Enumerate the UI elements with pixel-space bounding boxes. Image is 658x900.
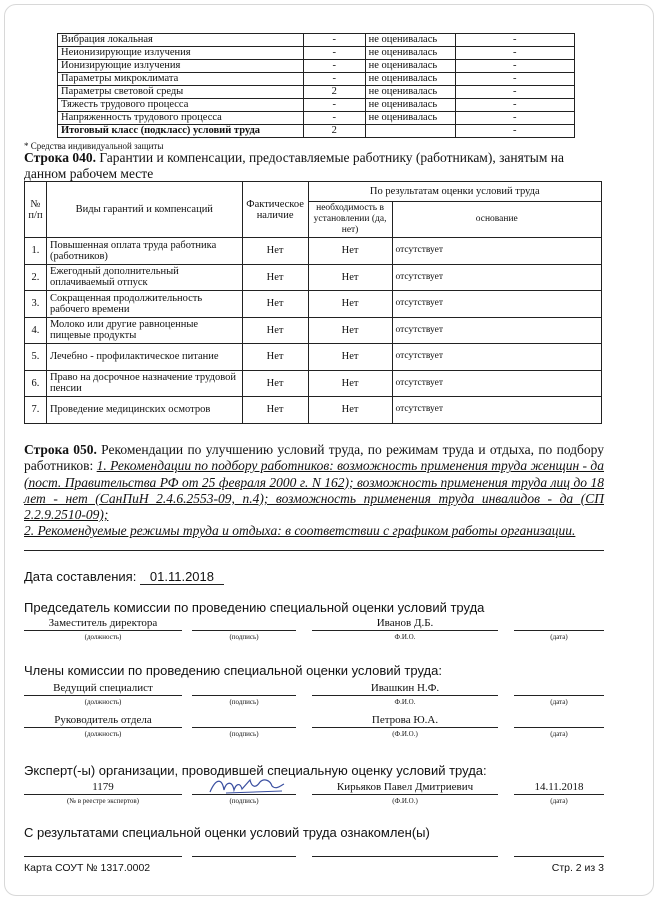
factor-row	[58, 86, 575, 99]
cap-reg: (№ в реестре экспертов)	[66, 797, 139, 805]
factor-row	[58, 34, 575, 47]
factor-class: 2	[303, 86, 365, 99]
factor-row	[58, 112, 575, 125]
factor-name: Тяжесть трудового процесса	[58, 99, 304, 112]
guarantee-row	[25, 291, 602, 318]
factor-ppe: -	[455, 47, 575, 60]
factor-class: -	[303, 34, 365, 47]
cap-date: (дата)	[550, 633, 568, 641]
col-basis-header: основание	[392, 202, 601, 238]
cap-fio: (Ф.И.О.)	[392, 730, 418, 738]
guarantee-name: Молоко или другие равноценные пищевые продукты	[46, 317, 242, 344]
sig-line	[192, 630, 296, 631]
factor-name: Параметры микроклимата	[58, 73, 304, 86]
chair-title: Председатель комиссии по проведению специальной оценки условий труда	[24, 600, 485, 615]
sig-line	[312, 630, 498, 631]
factor-eval: не оценивалась	[365, 99, 455, 112]
guarantee-need: Нет	[308, 238, 392, 265]
guarantee-name: Право на досрочное назначение трудовой пенсии	[46, 370, 242, 397]
sig-line	[514, 727, 604, 728]
factor-eval	[365, 125, 455, 138]
ack-title: С результатами специальной оценки условий труда ознакомлен(ы)	[24, 825, 430, 840]
guarantee-basis: отсутствует	[392, 291, 601, 318]
sig-line	[312, 794, 498, 795]
factor-eval: не оценивалась	[365, 60, 455, 73]
factor-ppe: -	[455, 86, 575, 99]
factor-row	[58, 125, 575, 138]
guarantee-basis: отсутствует	[392, 264, 601, 291]
guarantee-name: Проведение медицинских осмотров	[46, 397, 242, 424]
sig-line	[312, 695, 498, 696]
guarantee-basis: отсутствует	[392, 344, 601, 371]
guarantee-basis: отсутствует	[392, 370, 601, 397]
cap-sign: (подпись)	[229, 698, 259, 706]
factor-eval: не оценивалась	[365, 34, 455, 47]
factor-eval: не оценивалась	[365, 47, 455, 60]
factor-eval: не оценивалась	[365, 73, 455, 86]
factor-class: -	[303, 73, 365, 86]
footer-page: Стр. 2 из 3	[551, 862, 604, 874]
cap-fio: Ф.И.О.	[394, 633, 416, 641]
col-result-header: По результатам оценки условий труда	[308, 182, 601, 202]
guarantee-name: Ежегодный дополнительный оплачиваемый отпуск	[46, 264, 242, 291]
factor-row	[58, 60, 575, 73]
sig-line	[514, 630, 604, 631]
sig-line	[24, 695, 182, 696]
cap-fio: Ф.И.О.	[394, 698, 416, 706]
member-1-name: Ивашкин Н.Ф.	[370, 682, 440, 694]
expert-name: Кирьяков Павел Дмитриевич	[336, 781, 474, 793]
factor-name: Неионизирующие излучения	[58, 47, 304, 60]
factor-ppe: -	[455, 112, 575, 125]
row-num: 2.	[25, 264, 47, 291]
factor-eval: не оценивалась	[365, 86, 455, 99]
guarantee-basis: отсутствует	[392, 397, 601, 424]
chair-name: Иванов Д.Б.	[376, 617, 434, 629]
factor-ppe: -	[455, 60, 575, 73]
section-050-lead: Рекомендации по улучшению условий труда, по режимам труда и отдыха, по подбору работников:	[24, 442, 604, 474]
col-num-header: № п/п	[25, 182, 47, 238]
member-1-position: Ведущий специалист	[53, 682, 153, 694]
factor-name: Ионизирующие излучения	[58, 60, 304, 73]
guarantee-row	[25, 344, 602, 371]
guarantee-need: Нет	[308, 317, 392, 344]
recommendation-1: 1. Рекомендации по подбору работников: возможность применения труда женщин - да (пост. Правительства РФ от 25 февраля 2000 г. N 162); возможность применения труда лиц до 18 лет - нет (СанПиН 2.4.6.2553-09, п.4); возможность применения труда инвалидов - да (СП 2.2.9.2510-09);	[24, 458, 605, 523]
factor-ppe: -	[455, 99, 575, 112]
sig-line	[514, 695, 604, 696]
expert-title: Эксперт(-ы) организации, проводившей специальную оценку условий труда:	[24, 763, 487, 778]
cap-sign: (подпись)	[229, 797, 259, 805]
expert-reg: 1179	[92, 781, 114, 793]
date-row	[24, 569, 224, 585]
factor-class: -	[303, 99, 365, 112]
factor-name: Итоговый класс (подкласс) условий труда	[58, 125, 304, 138]
cap-date: (дата)	[550, 797, 568, 805]
sig-line	[312, 727, 498, 728]
guarantee-actual: Нет	[242, 397, 308, 424]
sig-line	[312, 856, 498, 857]
members-title: Члены комиссии по проведению специальной оценки условий труда:	[24, 663, 442, 678]
expert-date: 14.11.2018	[534, 781, 584, 793]
cap-date: (дата)	[550, 730, 568, 738]
col-type-header: Виды гарантий и компенсаций	[46, 182, 242, 238]
chair-position: Заместитель директора	[48, 617, 158, 629]
guarantee-need: Нет	[308, 370, 392, 397]
guarantee-actual: Нет	[242, 344, 308, 371]
factor-class: -	[303, 47, 365, 60]
section-040-label: Строка 040.	[24, 150, 96, 165]
factor-row	[58, 73, 575, 86]
guarantee-row	[25, 238, 602, 265]
guarantee-actual: Нет	[242, 317, 308, 344]
section-050-label: Строка 050.	[24, 442, 97, 457]
guarantee-basis: отсутствует	[392, 317, 601, 344]
recommendation-2: 2. Рекомендуемые режимы труда и отдыха: в соответствии с графиком работы организации.	[24, 523, 576, 539]
factor-class: -	[303, 112, 365, 125]
guarantee-row	[25, 397, 602, 424]
col-actual-header: Фактическое наличие	[242, 182, 308, 238]
cap-sign: (подпись)	[229, 633, 259, 641]
row-num: 1.	[25, 238, 47, 265]
guarantee-need: Нет	[308, 344, 392, 371]
cap-position: (должность)	[84, 698, 122, 706]
sig-line	[192, 727, 296, 728]
member-2-position: Руководитель отдела	[54, 714, 152, 726]
factor-name: Напряженность трудового процесса	[58, 112, 304, 125]
sig-line	[192, 856, 296, 857]
sig-line	[514, 794, 604, 795]
row-num: 3.	[25, 291, 47, 318]
member-2-name: Петрова Ю.А.	[371, 714, 439, 726]
cap-fio: (Ф.И.О.)	[392, 797, 418, 805]
cap-position: (должность)	[84, 730, 122, 738]
sig-line	[24, 727, 182, 728]
date-value: 01.11.2018	[140, 569, 224, 585]
guarantee-name: Повышенная оплата труда работника (работников)	[46, 238, 242, 265]
guarantee-name: Лечебно - профилактическое питание	[46, 344, 242, 371]
sig-line	[24, 794, 182, 795]
guarantee-actual: Нет	[242, 264, 308, 291]
row-num: 6.	[25, 370, 47, 397]
factor-eval: не оценивалась	[365, 112, 455, 125]
col-need-header: необходимость в установлении (да, нет)	[308, 202, 392, 238]
row-num: 5.	[25, 344, 47, 371]
footer-card: Карта СОУТ № 1317.0002	[24, 862, 151, 874]
factor-name: Параметры световой среды	[58, 86, 304, 99]
guarantee-row	[25, 264, 602, 291]
row-num: 7.	[25, 397, 47, 424]
row-num: 4.	[25, 317, 47, 344]
guarantee-need: Нет	[308, 264, 392, 291]
guarantee-actual: Нет	[242, 370, 308, 397]
section-050	[24, 442, 604, 540]
guarantees-table	[24, 181, 602, 424]
factor-ppe: -	[455, 34, 575, 47]
factor-ppe: -	[455, 125, 575, 138]
sig-line	[192, 794, 296, 795]
factor-ppe: -	[455, 73, 575, 86]
section-040-heading	[24, 150, 604, 182]
sig-line	[192, 695, 296, 696]
guarantee-row	[25, 370, 602, 397]
sig-line	[24, 630, 182, 631]
guarantee-row	[25, 317, 602, 344]
factor-name: Вибрация локальная	[58, 34, 304, 47]
cap-position: (должность)	[84, 633, 122, 641]
guarantee-basis: отсутствует	[392, 238, 601, 265]
sig-line	[24, 856, 182, 857]
section-040-title: Гарантии и компенсации, предоставляемые работнику (работникам), занятым на данном рабочем месте	[24, 150, 564, 181]
guarantee-actual: Нет	[242, 238, 308, 265]
factor-class: 2	[303, 125, 365, 138]
factor-row	[58, 99, 575, 112]
guarantee-name: Сокращенная продолжительность рабочего времени	[46, 291, 242, 318]
date-label: Дата составления:	[24, 569, 137, 584]
factor-class: -	[303, 60, 365, 73]
sig-line	[514, 856, 604, 857]
cap-sign: (подпись)	[229, 730, 259, 738]
factors-table	[57, 33, 575, 138]
rule-line	[24, 550, 604, 551]
cap-date: (дата)	[550, 698, 568, 706]
ppe-note: * Средства индивидуальной защиты	[24, 141, 164, 151]
factor-row	[58, 47, 575, 60]
guarantee-need: Нет	[308, 397, 392, 424]
guarantee-need: Нет	[308, 291, 392, 318]
guarantee-actual: Нет	[242, 291, 308, 318]
